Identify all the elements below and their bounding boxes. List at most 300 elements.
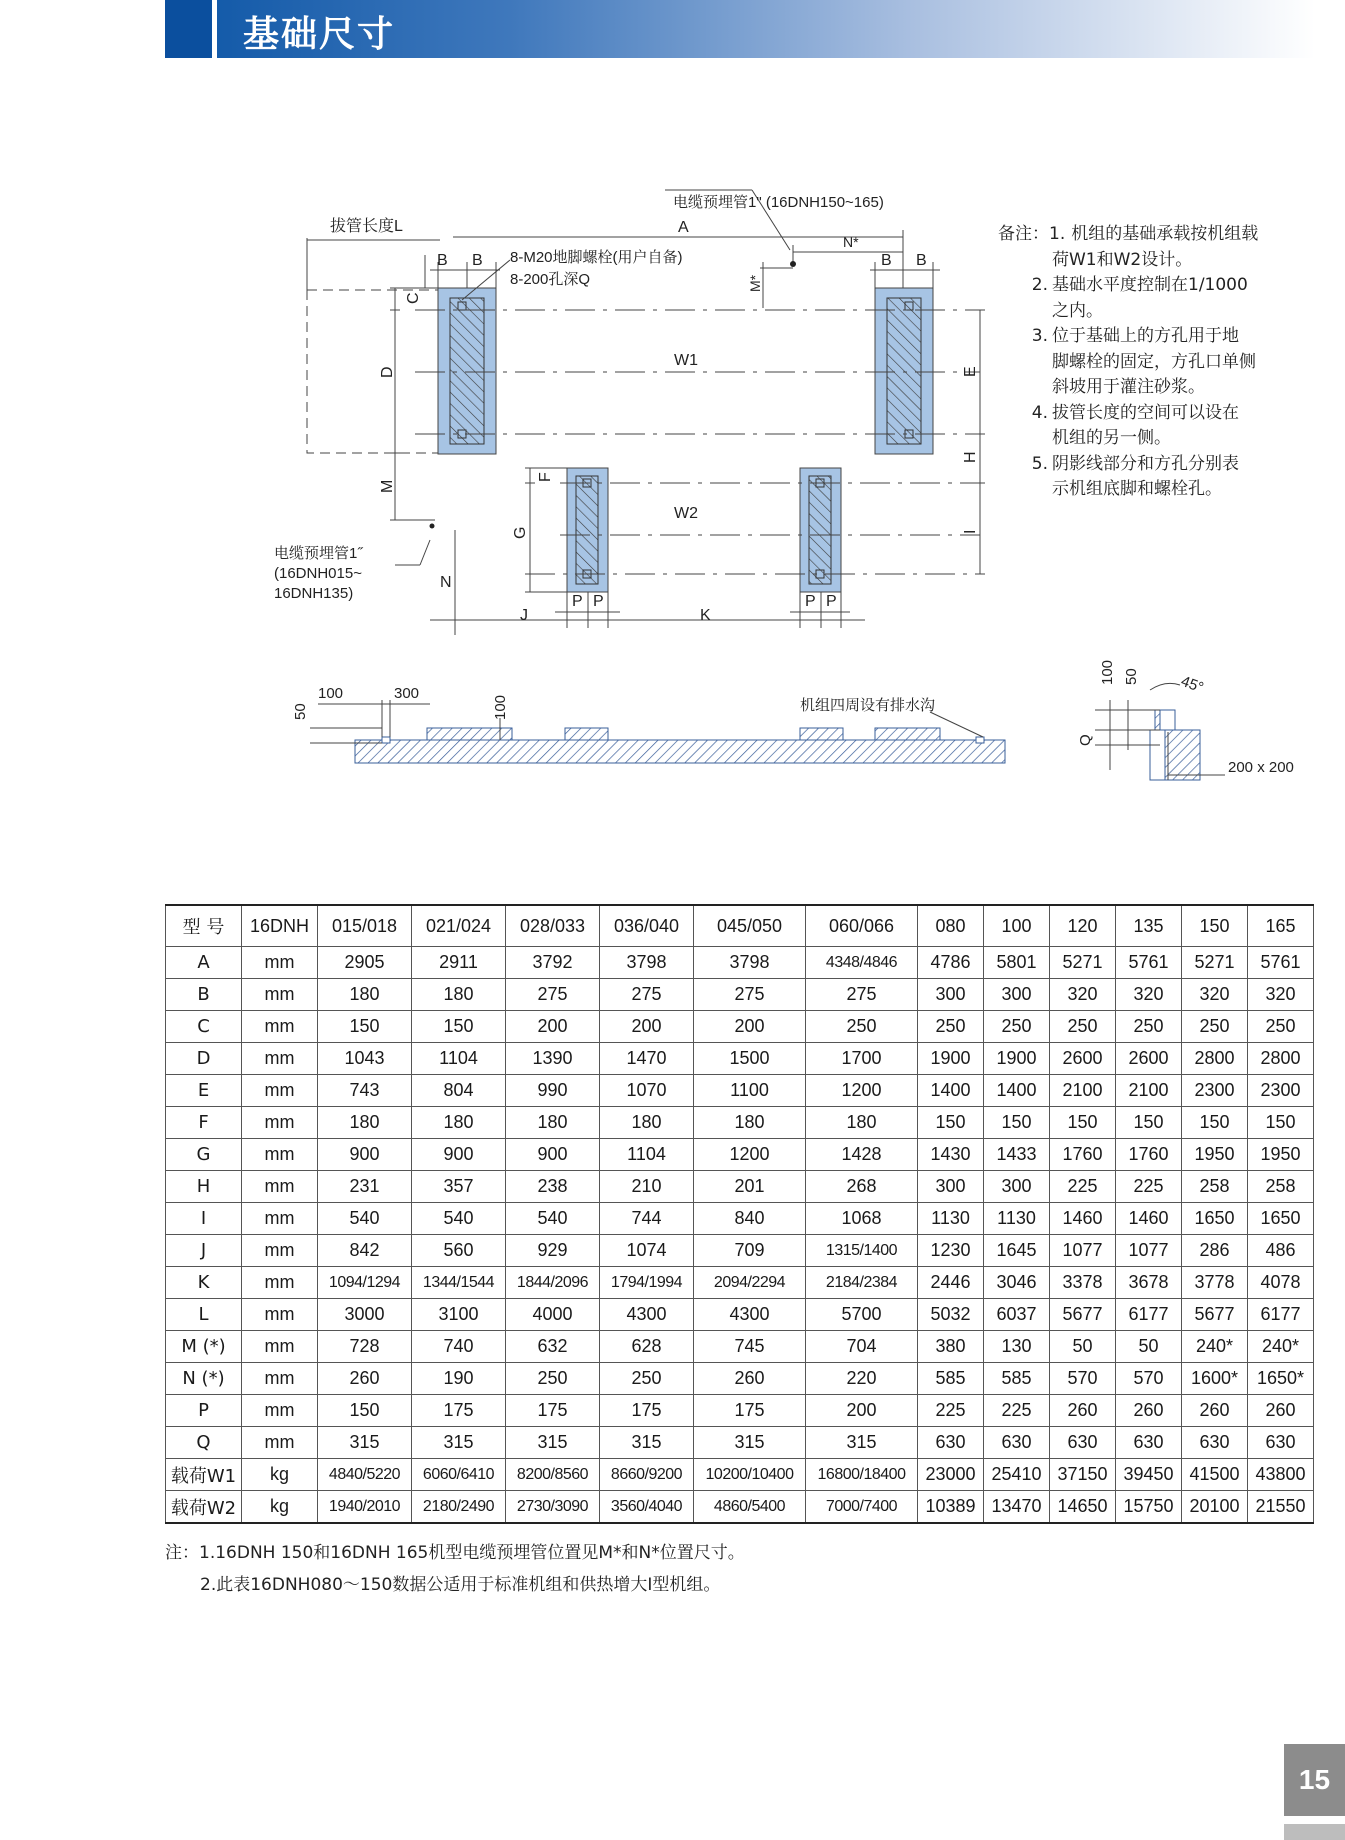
table-cell: 3046	[984, 1267, 1050, 1299]
table-cell: 804	[412, 1075, 506, 1107]
table-cell: 37150	[1050, 1459, 1116, 1491]
table-cell: 315	[694, 1427, 806, 1459]
table-row	[166, 1075, 1314, 1107]
table-cell: 4000	[506, 1299, 600, 1331]
table-cell: 275	[600, 979, 694, 1011]
table-cell: 2184/2384	[806, 1267, 918, 1299]
foot-large-right	[875, 288, 933, 454]
table-cell: 260	[1248, 1395, 1314, 1427]
table-cell: 180	[412, 1107, 506, 1139]
table-cell: 39450	[1116, 1459, 1182, 1491]
table-cell: 704	[806, 1331, 918, 1363]
table-cell: 630	[1182, 1427, 1248, 1459]
note-2-line-1: 基础水平度控制在1/1000	[1052, 275, 1248, 295]
table-cell: 1400	[918, 1075, 984, 1107]
table-row	[166, 1203, 1314, 1235]
table-cell: 628	[600, 1331, 694, 1363]
table-cell: 300	[984, 979, 1050, 1011]
notes-block	[998, 222, 1298, 503]
bolts-label-1: 8-M20地脚螺栓(用户自备)	[510, 249, 683, 266]
table-cell: kg	[242, 1459, 318, 1491]
dim-m: M	[379, 479, 396, 493]
table-row-label: H	[166, 1171, 242, 1203]
table-cell: 260	[1050, 1395, 1116, 1427]
table-cell: 1600*	[1182, 1363, 1248, 1395]
table-cell: 3792	[506, 947, 600, 979]
dim-i: I	[962, 529, 979, 534]
table-row-label: N (*)	[166, 1363, 242, 1395]
table-cell: 929	[506, 1235, 600, 1267]
table-cell: 150	[918, 1107, 984, 1139]
table-cell: 41500	[1182, 1459, 1248, 1491]
table-cell: 180	[318, 979, 412, 1011]
table-cell: 150	[412, 1011, 506, 1043]
table-cell: 240*	[1248, 1331, 1314, 1363]
table-cell: 16800/18400	[806, 1459, 918, 1491]
foot-small-right	[800, 468, 841, 592]
dim-n: N	[440, 574, 452, 591]
table-cell: 150	[318, 1011, 412, 1043]
table-cell: 180	[412, 979, 506, 1011]
table-row-label: J	[166, 1235, 242, 1267]
table-row	[166, 1363, 1314, 1395]
table-cell: 260	[1116, 1395, 1182, 1427]
table-row-label: C	[166, 1011, 242, 1043]
page-number-bar	[1284, 1824, 1345, 1840]
table-cell: mm	[242, 1203, 318, 1235]
table-cell: 315	[600, 1427, 694, 1459]
table-cell: 1950	[1182, 1139, 1248, 1171]
table-cell: 1068	[806, 1203, 918, 1235]
table-cell: 540	[506, 1203, 600, 1235]
table-cell: mm	[242, 1363, 318, 1395]
table-cell: 1460	[1116, 1203, 1182, 1235]
table-header-cell: 015/018	[318, 905, 412, 947]
table-cell: 315	[806, 1427, 918, 1459]
table-cell: mm	[242, 1011, 318, 1043]
cable-pipe-left-1: 电缆预埋管1˝	[274, 545, 363, 562]
table-row	[166, 1491, 1314, 1524]
table-cell: 315	[412, 1427, 506, 1459]
table-cell: 2730/3090	[506, 1491, 600, 1524]
table-cell: 190	[412, 1363, 506, 1395]
table-cell: 1077	[1050, 1235, 1116, 1267]
table-cell: 10389	[918, 1491, 984, 1524]
table-cell: 1760	[1116, 1139, 1182, 1171]
table-cell: 2100	[1116, 1075, 1182, 1107]
dim-a: A	[678, 219, 689, 236]
dim-d: D	[379, 366, 396, 378]
table-row-label: Q	[166, 1427, 242, 1459]
table-row-label: P	[166, 1395, 242, 1427]
table-row-label: D	[166, 1043, 242, 1075]
table-cell: 315	[506, 1427, 600, 1459]
table-cell: 1500	[694, 1043, 806, 1075]
table-cell: 2600	[1116, 1043, 1182, 1075]
bolts-label-2: 8-200孔深Q	[510, 271, 591, 288]
dim-b-1: B	[437, 252, 448, 269]
table-cell: 5677	[1182, 1299, 1248, 1331]
table-cell: 275	[694, 979, 806, 1011]
table-cell: mm	[242, 1427, 318, 1459]
dim-j: J	[520, 607, 528, 624]
table-cell: 2800	[1182, 1043, 1248, 1075]
table-cell: 630	[1248, 1427, 1314, 1459]
table-cell: 43800	[1248, 1459, 1314, 1491]
load-w2-label: W2	[674, 505, 698, 522]
table-cell: mm	[242, 1331, 318, 1363]
table-cell: 632	[506, 1331, 600, 1363]
table-cell: 1104	[412, 1043, 506, 1075]
table-cell: mm	[242, 1299, 318, 1331]
section-50: 50	[292, 703, 309, 720]
table-row-label: F	[166, 1107, 242, 1139]
table-cell: 1460	[1050, 1203, 1116, 1235]
table-cell: 258	[1248, 1171, 1314, 1203]
foot-large-left	[438, 288, 496, 454]
table-cell: 200	[806, 1395, 918, 1427]
table-cell: 630	[1116, 1427, 1182, 1459]
note-4-line-2: 机组的另一侧。	[1052, 428, 1171, 448]
table-cell: 5801	[984, 947, 1050, 979]
table-header-cell: 021/024	[412, 905, 506, 947]
table-cell: 1390	[506, 1043, 600, 1075]
table-cell: 585	[918, 1363, 984, 1395]
table-cell: 200	[600, 1011, 694, 1043]
table-cell: 300	[918, 1171, 984, 1203]
table-cell: 250	[600, 1363, 694, 1395]
table-cell: 180	[600, 1107, 694, 1139]
table-row-label: E	[166, 1075, 242, 1107]
table-cell: 1760	[1050, 1139, 1116, 1171]
table-cell: 250	[1248, 1011, 1314, 1043]
table-cell: 842	[318, 1235, 412, 1267]
table-cell: 540	[318, 1203, 412, 1235]
table-cell: 1070	[600, 1075, 694, 1107]
table-cell: 5677	[1050, 1299, 1116, 1331]
table-cell: 320	[1050, 979, 1116, 1011]
table-cell: 4300	[600, 1299, 694, 1331]
table-cell: 1428	[806, 1139, 918, 1171]
table-cell: 6060/6410	[412, 1459, 506, 1491]
table-header-cell: 036/040	[600, 905, 694, 947]
table-cell: 10200/10400	[694, 1459, 806, 1491]
table-row-label: I	[166, 1203, 242, 1235]
table-header-cell: 080	[918, 905, 984, 947]
table-row-label: G	[166, 1139, 242, 1171]
cable-pipe-left-3: 16DNH135)	[274, 585, 354, 602]
table-cell: 5700	[806, 1299, 918, 1331]
table-cell: 250	[918, 1011, 984, 1043]
table-cell: 1900	[984, 1043, 1050, 1075]
table-cell: 8660/9200	[600, 1459, 694, 1491]
dim-b-2: B	[472, 252, 483, 269]
table-cell: 3100	[412, 1299, 506, 1331]
table-cell: 1794/1994	[600, 1267, 694, 1299]
table-cell: mm	[242, 947, 318, 979]
dim-f: F	[537, 472, 554, 482]
table-cell: 1433	[984, 1139, 1050, 1171]
table-cell: 1940/2010	[318, 1491, 412, 1524]
table-cell: 25410	[984, 1459, 1050, 1491]
table-cell: mm	[242, 1075, 318, 1107]
table-cell: 2100	[1050, 1075, 1116, 1107]
table-cell: 260	[1182, 1395, 1248, 1427]
table-row	[166, 979, 1314, 1011]
table-cell: 320	[1116, 979, 1182, 1011]
table-cell: 50	[1050, 1331, 1116, 1363]
table-cell: kg	[242, 1491, 318, 1524]
table-row	[166, 1299, 1314, 1331]
table-cell: 250	[984, 1011, 1050, 1043]
table-cell: 630	[1050, 1427, 1116, 1459]
table-cell: 150	[1116, 1107, 1182, 1139]
table-cell: 286	[1182, 1235, 1248, 1267]
table-header-cell: 045/050	[694, 905, 806, 947]
section-100-a: 100	[318, 685, 344, 702]
table-header-cell: 060/066	[806, 905, 918, 947]
table-cell: mm	[242, 1139, 318, 1171]
table-cell: mm	[242, 1235, 318, 1267]
table-cell: 250	[1182, 1011, 1248, 1043]
table-cell: 2094/2294	[694, 1267, 806, 1299]
table-cell: 1200	[806, 1075, 918, 1107]
table-cell: 1844/2096	[506, 1267, 600, 1299]
table-cell: 175	[506, 1395, 600, 1427]
table-row-label: A	[166, 947, 242, 979]
table-cell: 709	[694, 1235, 806, 1267]
dim-p-4: P	[826, 593, 837, 610]
table-cell: 1950	[1248, 1139, 1314, 1171]
table-cell: 320	[1182, 979, 1248, 1011]
table-cell: 6037	[984, 1299, 1050, 1331]
dim-b-3: B	[881, 252, 892, 269]
table-row-label: K	[166, 1267, 242, 1299]
table-cell: 743	[318, 1075, 412, 1107]
table-cell: 4348/4846	[806, 947, 918, 979]
table-cell: 175	[412, 1395, 506, 1427]
table-cell: 258	[1182, 1171, 1248, 1203]
table-cell: 180	[318, 1107, 412, 1139]
section-100-b: 100	[492, 694, 509, 720]
table-cell: 1074	[600, 1235, 694, 1267]
table-cell: 225	[918, 1395, 984, 1427]
table-cell: 180	[694, 1107, 806, 1139]
table-cell: 320	[1248, 979, 1314, 1011]
table-row-label: 载荷W1	[166, 1459, 242, 1491]
table-cell: 380	[918, 1331, 984, 1363]
table-row	[166, 1011, 1314, 1043]
table-cell: 900	[412, 1139, 506, 1171]
table-cell: 14650	[1050, 1491, 1116, 1524]
table-cell: 150	[1248, 1107, 1314, 1139]
dim-e: E	[962, 366, 979, 377]
table-cell: mm	[242, 1267, 318, 1299]
table-cell: 3378	[1050, 1267, 1116, 1299]
note-2-line-2: 之内。	[1052, 300, 1103, 321]
table-cell: 225	[984, 1395, 1050, 1427]
table-row-label: L	[166, 1299, 242, 1331]
table-cell: 1650	[1248, 1203, 1314, 1235]
table-cell: 6177	[1116, 1299, 1182, 1331]
note-5-line-1: 阴影线部分和方孔分别表	[1052, 453, 1239, 474]
table-row	[166, 1235, 1314, 1267]
dim-p-2: P	[593, 593, 604, 610]
table-cell: 1200	[694, 1139, 806, 1171]
table-cell: 3560/4040	[600, 1491, 694, 1524]
table-cell: 1043	[318, 1043, 412, 1075]
table-cell: 250	[506, 1363, 600, 1395]
table-cell: 2600	[1050, 1043, 1116, 1075]
detail-50: 50	[1123, 668, 1140, 685]
table-cell: 1650*	[1248, 1363, 1314, 1395]
note-3-line-2: 脚螺栓的固定，方孔口单侧	[1052, 351, 1256, 372]
table-cell: mm	[242, 1043, 318, 1075]
table-cell: 1077	[1116, 1235, 1182, 1267]
table-cell: 300	[918, 979, 984, 1011]
table-cell: 630	[984, 1427, 1050, 1459]
table-cell: 3678	[1116, 1267, 1182, 1299]
table-cell: 250	[1050, 1011, 1116, 1043]
table-row	[166, 1331, 1314, 1363]
table-row-label: M (*)	[166, 1331, 242, 1363]
table-cell: 1315/1400	[806, 1235, 918, 1267]
table-cell: mm	[242, 1171, 318, 1203]
table-cell: 200	[694, 1011, 806, 1043]
dim-m-star: M*	[747, 274, 763, 292]
table-cell: 50	[1116, 1331, 1182, 1363]
table-header-cell: 028/033	[506, 905, 600, 947]
table-header-cell: 120	[1050, 905, 1116, 947]
pipe-length-outline	[307, 238, 440, 453]
table-cell: 180	[806, 1107, 918, 1139]
table-cell: 268	[806, 1171, 918, 1203]
table-cell: 2800	[1248, 1043, 1314, 1075]
hole-detail	[1095, 683, 1225, 780]
table-cell: 1400	[984, 1075, 1050, 1107]
header-accent-block	[165, 0, 212, 58]
table-cell: 1430	[918, 1139, 984, 1171]
table-cell: 900	[318, 1139, 412, 1171]
table-cell: 486	[1248, 1235, 1314, 1267]
table-cell: 200	[506, 1011, 600, 1043]
dim-bottom	[395, 530, 865, 635]
table-cell: 225	[1116, 1171, 1182, 1203]
table-row	[166, 1139, 1314, 1171]
table-cell: 225	[1050, 1171, 1116, 1203]
table-cell: 175	[600, 1395, 694, 1427]
note-3-line-3: 斜坡用于灌注砂浆。	[1052, 377, 1205, 397]
table-row	[166, 947, 1314, 979]
table-cell: 4078	[1248, 1267, 1314, 1299]
table-cell: 275	[506, 979, 600, 1011]
table-cell: 130	[984, 1331, 1050, 1363]
table-cell: 15750	[1116, 1491, 1182, 1524]
table-cell: mm	[242, 1395, 318, 1427]
load-w1-label: W1	[674, 352, 698, 369]
table-cell: 5271	[1182, 947, 1248, 979]
dim-b-4: B	[916, 252, 927, 269]
table-cell: 2446	[918, 1267, 984, 1299]
table-cell: 1344/1544	[412, 1267, 506, 1299]
notes-prefix: 备注：1.	[998, 224, 1066, 244]
table-cell: mm	[242, 979, 318, 1011]
table-cell: 4860/5400	[694, 1491, 806, 1524]
detail-q: Q	[1077, 734, 1094, 746]
table-cell: 1094/1294	[318, 1267, 412, 1299]
table-cell: 231	[318, 1171, 412, 1203]
table-cell: 210	[600, 1171, 694, 1203]
table-cell: 21550	[1248, 1491, 1314, 1524]
table-cell: 150	[984, 1107, 1050, 1139]
table-cell: 3798	[694, 947, 806, 979]
dim-n-star: N*	[843, 234, 859, 250]
table-header-cell: 165	[1248, 905, 1314, 947]
section-300: 300	[394, 685, 420, 702]
header-bar	[165, 0, 1315, 58]
table-cell: 585	[984, 1363, 1050, 1395]
dim-p-3: P	[805, 593, 816, 610]
dim-k: K	[700, 607, 711, 624]
header-accent-gap	[212, 0, 217, 58]
cable-pipe-top-label: 电缆预埋管1" (16DNH150~165)	[673, 194, 884, 211]
table-cell: 250	[1116, 1011, 1182, 1043]
spec-table	[165, 904, 1314, 1524]
table-cell: 4786	[918, 947, 984, 979]
table-cell: 5032	[918, 1299, 984, 1331]
cable-pipe-left-2: (16DNH015~	[274, 565, 362, 582]
table-row	[166, 1395, 1314, 1427]
table-cell: 744	[600, 1203, 694, 1235]
table-cell: 2911	[412, 947, 506, 979]
table-cell: 201	[694, 1171, 806, 1203]
table-row	[166, 1043, 1314, 1075]
table-header-cell: 150	[1182, 905, 1248, 947]
note-3: 3. 位于基础上的方孔用于地	[998, 324, 1298, 350]
table-cell: 238	[506, 1171, 600, 1203]
table-header-cell: 135	[1116, 905, 1182, 947]
table-cell: 260	[318, 1363, 412, 1395]
table-cell: 23000	[918, 1459, 984, 1491]
footnote-1: 注：1.16DNH 150和16DNH 165机型电缆预埋管位置见M*和N*位置尺寸。	[165, 1543, 745, 1563]
table-cell: 2180/2490	[412, 1491, 506, 1524]
table-row	[166, 1171, 1314, 1203]
table-cell: 5271	[1050, 947, 1116, 979]
table-cell: 13470	[984, 1491, 1050, 1524]
note-4-line-1: 拔管长度的空间可以设在	[1052, 402, 1239, 423]
table-cell: 745	[694, 1331, 806, 1363]
table-cell: 1470	[600, 1043, 694, 1075]
table-cell: mm	[242, 1107, 318, 1139]
table-row	[166, 1459, 1314, 1491]
table-header-cell: 型 号	[166, 905, 242, 947]
cable-pipe-left-marker	[430, 524, 435, 529]
table-cell: 1130	[984, 1203, 1050, 1235]
table-cell: 2300	[1182, 1075, 1248, 1107]
table-cell: 3000	[318, 1299, 412, 1331]
note-3-line-1: 位于基础上的方孔用于地	[1052, 326, 1239, 346]
table-cell: 20100	[1182, 1491, 1248, 1524]
table-cell: 740	[412, 1331, 506, 1363]
detail-angle: 45°	[1178, 672, 1206, 697]
note-1-line-1: 机组的基础承载按机组载	[1071, 224, 1259, 244]
table-cell: 180	[506, 1107, 600, 1139]
pipe-length-label: 拔管长度L	[330, 218, 403, 235]
table-cell: 357	[412, 1171, 506, 1203]
table-cell: 4840/5220	[318, 1459, 412, 1491]
dim-c: C	[405, 292, 422, 304]
note-4: 4. 拔管长度的空间可以设在	[998, 401, 1298, 427]
